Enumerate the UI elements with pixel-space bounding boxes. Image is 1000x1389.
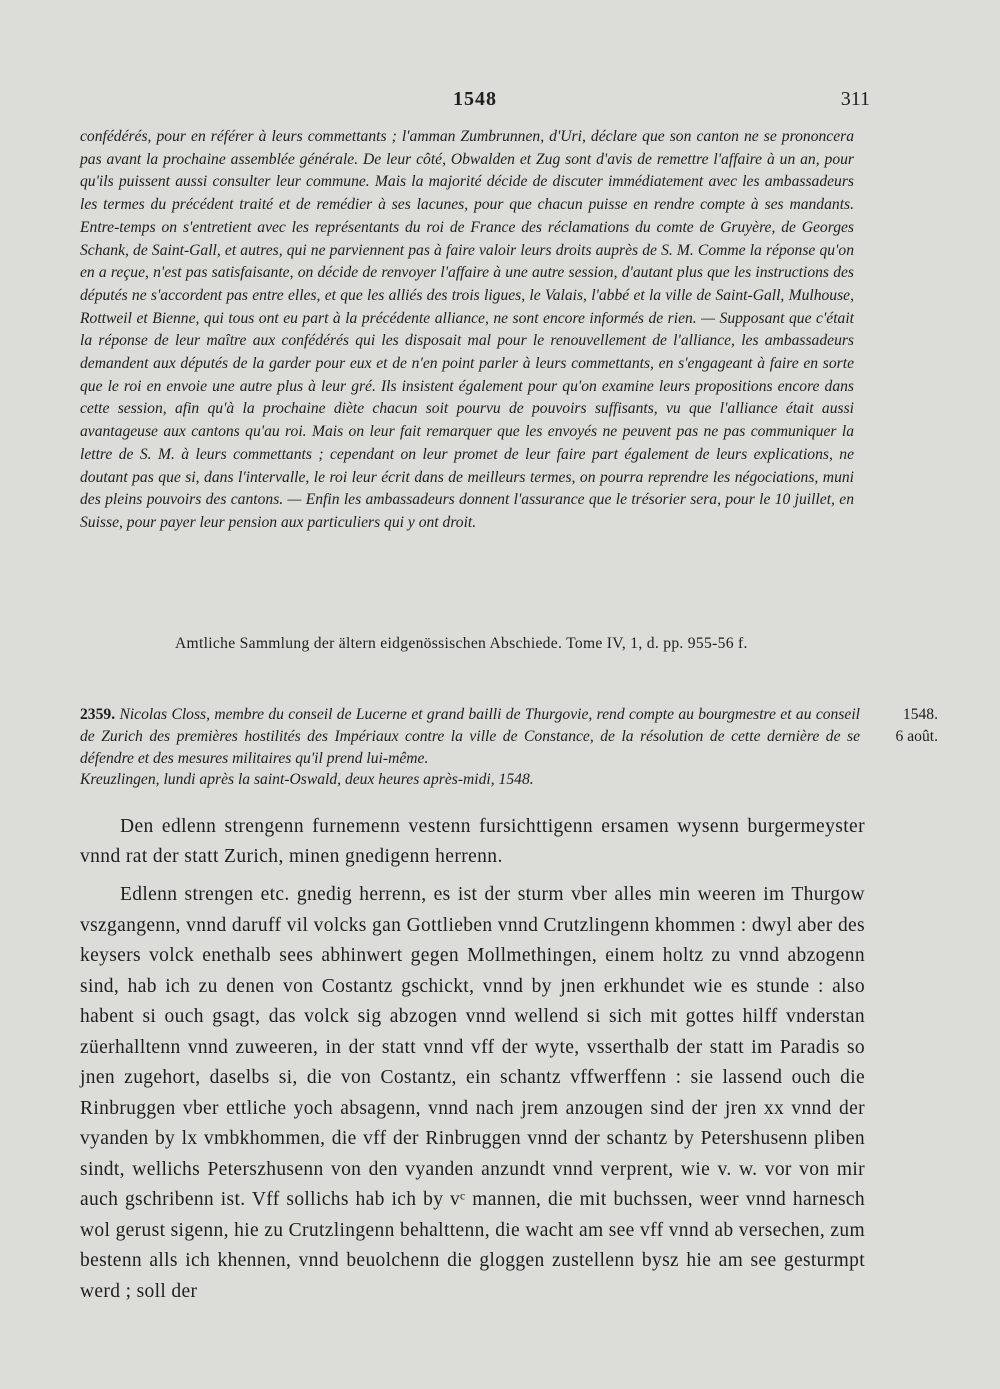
place-date-line: Kreuzlingen, lundi après la saint-Oswald, deux heures après-midi, 1548.: [80, 771, 534, 788]
letter-address: Den edlenn strengenn furnemenn vestenn fursichttigenn ersamen wysenn burgermeyster vnnd rat der statt Zurich, minen gnedigenn herrenn.: [80, 816, 865, 867]
entry-title: Nicolas Closs, membre du conseil de Lucerne et grand bailli de Thurgovie, rend compte au bourgmestre et au conseil de Zurich des premières hostilités des Impériaux contre la ville de Constance, de la résolution de cette dernière de se défendre et des mesures militaires qu'il prend lui-même.: [80, 706, 861, 767]
letter-body: Edlenn strengen etc. gnedig herrenn, es ist der sturm vber alles min weeren im Thurgow vszgangenn, vnnd daruff vil volcks gan Gottlieben vnnd Crutzlingenn khommen : dwyl aber des keysers volck enethalb sees abhinwert gegen Mollmethingen, einem holtz zu vnnd abzogenn sind, hab ich zu denen von Costantz gschickt, vnnd by jnen erkhundet wie es stunde : also habent si ouch gsagt, das volck sig abzogen vnnd wellend si sich mit gottes hilff vnderstan züerhalltenn vnnd zuweeren, in der statt vnnd vff der wyte, vsserthalb der statt im Paradis so jnen zugehort, daselbs si, die von Costantz, ein schantz vffwerffenn : sie lassend ouch die Rinbruggen vber ettliche yoch absagenn, vnnd nach jrem anzougen sind der jren xx vnnd der vyanden by lx vmbkhommen, die vff der Rinbruggen vnnd der schantz by Petershusenn pliben sindt, wellichs Peterszhusenn von den vyanden anzundt vnnd verprent, wie v. w. vor von mir auch gschribenn ist. Vff sollichs hab ich by vᶜ mannen, die mit buchssen, weer vnnd harnesch wol gerust sigenn, hie zu Crutzlingenn behalttenn, die wacht am see vff vnnd ab versechen, zum bestenn alls ich khennen, vnnd beuolchenn die gloggen zustellenn bysz hie am see gesturmpt werd ; soll der: [80, 884, 865, 1302]
margin-date: [868, 704, 938, 748]
summary-paragraph: confédérés, pour en référer à leurs commettants ; l'amman Zumbrunnen, d'Uri, déclare que son canton ne se prononcera pas avant la prochaine assemblée générale. De leur côté, Obwalden et Zug sont d'avis de remettre l'affaire à un an, pour qu'ils puissent aussi consulter leur commune. Mais la majorité décide de discuter immédiatement avec les ambassadeurs les termes du précédent traité et de remédier à ses lacunes, pour que chacun puisse en rendre compte à ses mandants. Entre-temps on s'entretient avec les représentants du roi de France des réclamations du comte de Gruyère, de Georges Schank, de Saint-Gall, et autres, qui ne parviennent pas à faire valoir leurs droits auprès de S. M. Comme la réponse qu'on en a reçue, n'est pas satisfaisante, on décide de renvoyer l'affaire à une autre session, d'autant plus que les instructions des députés ne s'accordent pas entre elles, et que les alliés des trois ligues, le Valais, l'abbé et la ville de Saint-Gall, Mulhouse, Rottweil et Bienne, qui tous ont eu part à la précédente alliance, ne sont encore informés de rien. — Supposant que c'était la réponse de leur maître aux confédérés qui les disposait mal pour le renouvellement de l'alliance, les ambassadeurs demandent aux députés de la garder pour eux et de n'en point parler à leurs commettants, en s'engageant à faire en sorte que le roi en envoie une autre plus à leur gré. Ils insistent également pour qu'on examine leurs propositions encore dans cette session, afin qu'à la prochaine diète chacun soit pourvu de pouvoirs suffisants, vu que l'alliance était aussi avantageuse aux cantons qu'au roi. Mais on leur fait remarquer que les envoyés ne peuvent pas ne pas communiquer la lettre de S. M. à leurs commettants ; cependant on leur promet de leur faire part également de leurs explications, ne doutant pas que si, dans l'intervalle, le roi leur écrit dans de meilleurs termes, on pourra reprendre les négociations, muni des pleins pouvoirs des cantons. — Enfin les ambassadeurs donnent l'assurance que le trésorier sera, pour le 10 juillet, en Suisse, pour payer leur pension aux particuliers qui y ont droit.: [80, 128, 854, 531]
page-header: [80, 88, 870, 118]
header-year: 1548: [453, 88, 497, 110]
source-citation: Amtliche Sammlung der ältern eidgenössischen Abschiede. Tome IV, 1, d. pp. 955-56 f.: [175, 635, 748, 652]
entry-heading: [80, 704, 860, 770]
entry-number: 2359.: [80, 706, 116, 723]
page-number: 311: [840, 88, 870, 110]
margin-day: 6 août.: [895, 728, 938, 745]
margin-year: 1548.: [902, 706, 938, 723]
